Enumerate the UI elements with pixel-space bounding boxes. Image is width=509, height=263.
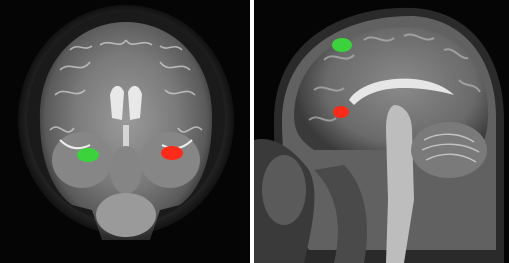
green-marker-coronal <box>77 148 99 162</box>
red-marker-sagittal <box>333 106 349 118</box>
sagittal-mri-panel <box>254 0 509 263</box>
coronal-mri-image <box>0 0 250 263</box>
sagittal-mri-image <box>254 0 509 263</box>
green-marker-sagittal <box>332 38 352 52</box>
coronal-mri-panel <box>0 0 250 263</box>
red-marker-coronal <box>161 146 183 160</box>
